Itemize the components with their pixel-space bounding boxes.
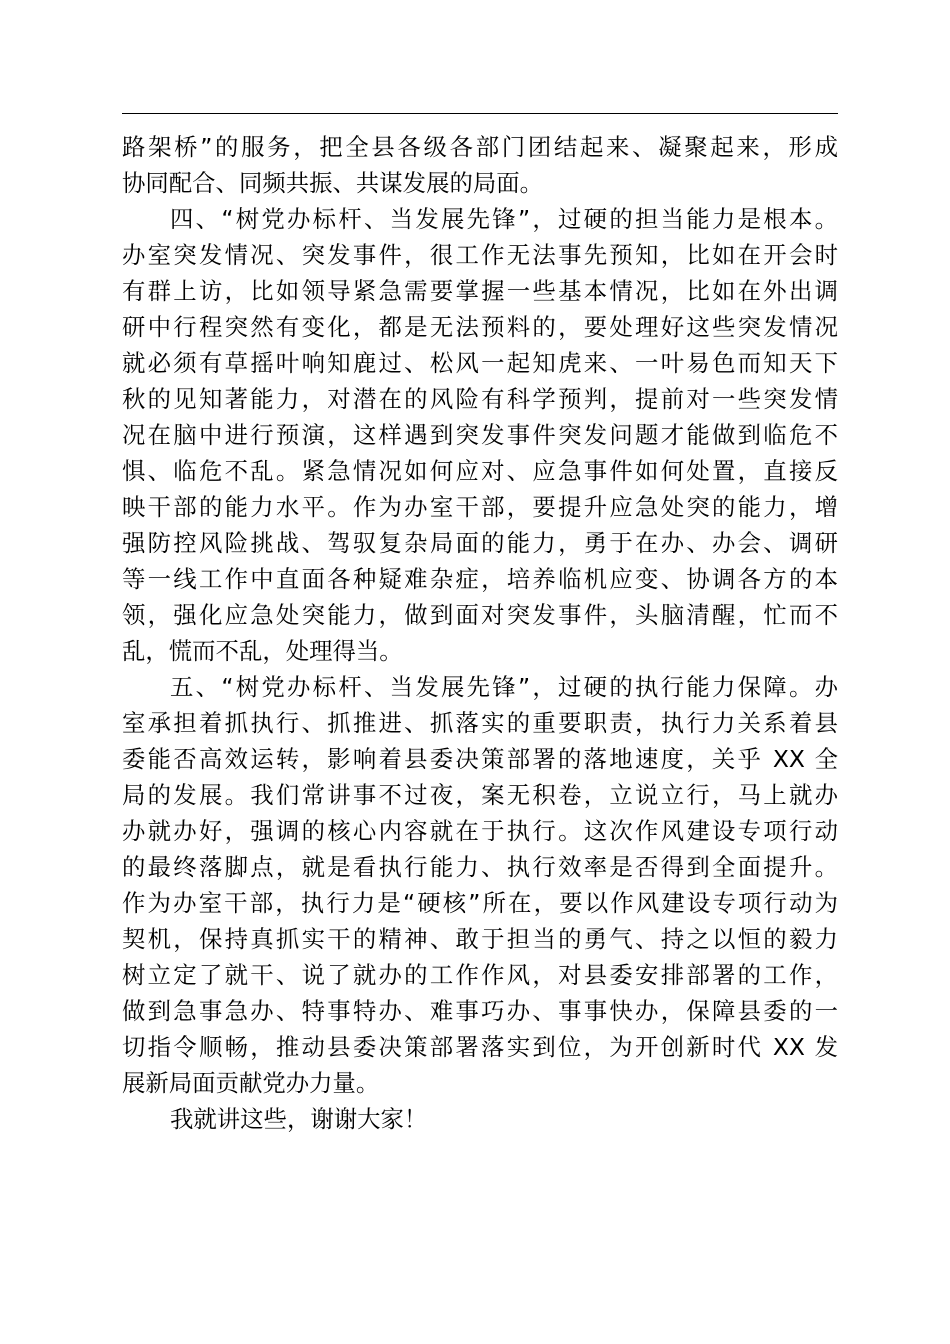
text-line: 契机，保持真抓实干的精神、敢于担当的勇气、持之以恒的毅力 (122, 925, 838, 953)
text-line: 的最终落脚点，就是看执行能力、执行效率是否得到全面提升。 (122, 853, 838, 881)
text-line: 办就办好，强调的核心内容就在于执行。这次作风建设专项行动 (122, 817, 838, 845)
text-line: 室承担着抓执行、抓推进、抓落实的重要职责，执行力关系着县 (122, 709, 838, 737)
text-line: 路架桥”的服务，把全县各级各部门团结起来、凝聚起来，形成 (122, 133, 838, 161)
text-line: 领，强化应急处突能力，做到面对突发事件，头脑清醒，忙而不 (122, 601, 838, 629)
header-rule (122, 113, 838, 114)
text-line: 研中行程突然有变化，都是无法预料的，要处理好这些突发情况 (122, 313, 838, 341)
text-line: 委能否高效运转，影响着县委决策部署的落地速度，关乎 XX 全 (122, 745, 838, 773)
text-line: 有群上访，比如领导紧急需要掌握一些基本情况，比如在外出调 (122, 277, 838, 305)
text-line: 强防控风险挑战、驾驭复杂局面的能力，勇于在办、办会、调研 (122, 529, 838, 557)
text-line: 展新局面贡献党办力量。 (122, 1069, 380, 1097)
text-line: 切指令顺畅，推动县委决策部署落实到位，为开创新时代 XX 发 (122, 1033, 838, 1061)
paragraph-heading: 五、“树党办标杆、当发展先锋”，过硬的执行能力保障。办 (170, 673, 838, 701)
text-line: 映干部的能力水平。作为办室干部，要提升应急处突的能力，增 (122, 493, 838, 521)
text-line: 就必须有草摇叶响知鹿过、松风一起知虎来、一叶易色而知天下 (122, 349, 838, 377)
text-line: 作为办室干部，执行力是“硬核”所在，要以作风建设专项行动为 (122, 889, 838, 917)
text-line: 办室突发情况、突发事件，很工作无法事先预知，比如在开会时 (122, 241, 838, 269)
text-line: 协同配合、同频共振、共谋发展的局面。 (122, 169, 544, 197)
text-line: 惧、临危不乱。紧急情况如何应对、应急事件如何处置，直接反 (122, 457, 838, 485)
text-line: 做到急事急办、特事特办、难事巧办、事事快办，保障县委的一 (122, 997, 838, 1025)
text-line: 秋的见知著能力，对潜在的风险有科学预判，提前对一些突发情 (122, 385, 838, 413)
text-line: 等一线工作中直面各种疑难杂症，培养临机应变、协调各方的本 (122, 565, 838, 593)
text-line: 乱，慌而不乱，处理得当。 (122, 637, 403, 665)
text-line: 树立定了就干、说了就办的工作作风，对县委安排部署的工作， (122, 961, 838, 989)
paragraph-heading: 四、“树党办标杆、当发展先锋”，过硬的担当能力是根本。 (170, 205, 838, 233)
text-line: 况在脑中进行预演，这样遇到突发事件突发问题才能做到临危不 (122, 421, 838, 449)
closing-line: 我就讲这些，谢谢大家！ (170, 1105, 428, 1133)
text-line: 局的发展。我们常讲事不过夜，案无积卷，立说立行，马上就办 (122, 781, 838, 809)
